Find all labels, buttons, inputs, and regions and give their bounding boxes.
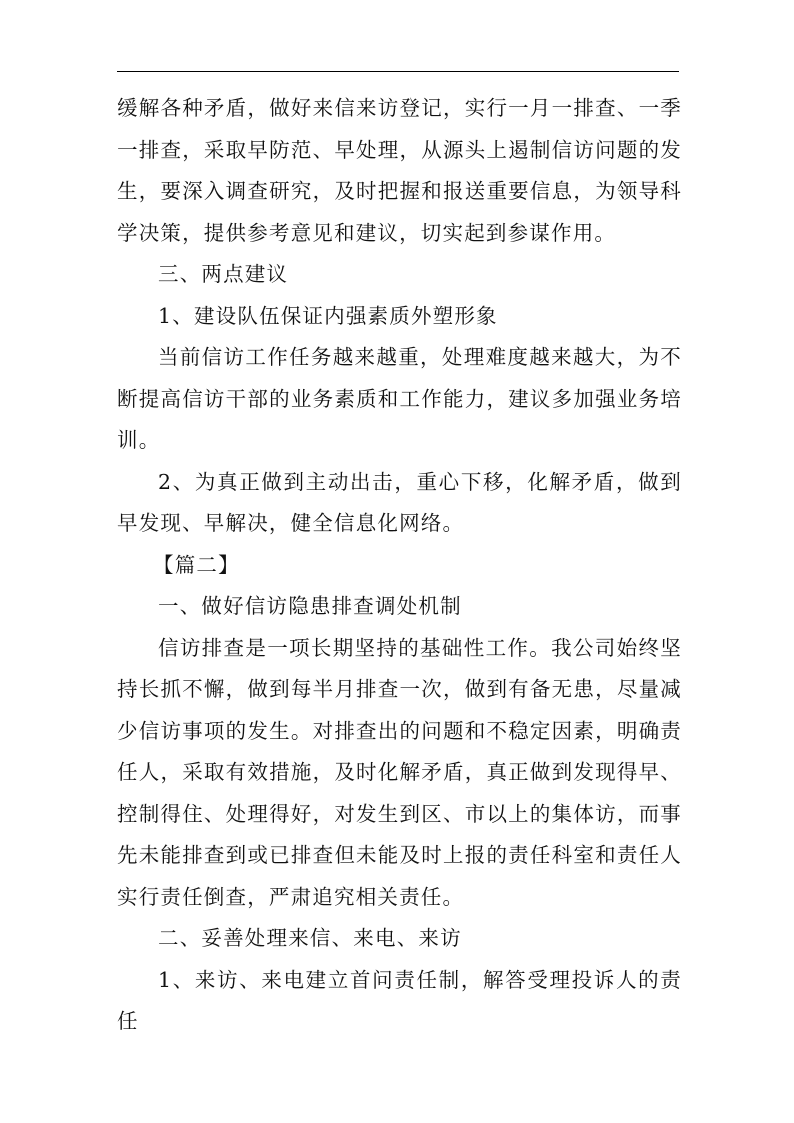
heading-two-suggestions: 三、两点建议: [158, 262, 289, 286]
paragraph-screening: 信访排查是一项长期坚持的基础性工作。我公司始终坚持长抓不懈，做到每半月排查一次，做到有备无患，尽量减少信访事项的发生。对排查出的问题和不稳定因素，明确责任人，采取有效措施，及时化解矛盾，真正做到发现得早、控制得住、处理得好，对发生到区、市以上的集体访，而事先未能排查到或已排查但未能及时上报的责任科室和责任人实行责任倒查，严肃追究相关责任。: [117, 635, 682, 909]
heading-team-building: 1、建设队伍保证内强素质外塑形象: [158, 303, 498, 328]
heading-risk-screening: 一、做好信访隐患排查调处机制: [158, 594, 462, 618]
header-rule: [117, 71, 679, 72]
paragraph-first-responsibility: 1、来访、来电建立首问责任制，解答受理投诉人的责任: [117, 967, 682, 1033]
document-body: [117, 88, 682, 1043]
part-two-heading: 【篇二】: [153, 552, 240, 577]
heading-handling-visits: 二、妥善处理来信、来电、来访: [158, 926, 462, 950]
paragraph-training: 当前信访工作任务越来越重，处理难度越来越大，为不断提高信访干部的业务素质和工作能力，建议多加强业务培训。: [117, 345, 682, 452]
paragraph-continued: 缓解各种矛盾，做好来信来访登记，实行一月一排查、一季一排查，采取早防范、早处理，从源头上遏制信访问题的发生，要深入调查研究，及时把握和报送重要信息，为领导科学决策，提供参考意见和建议，切实起到参谋作用。: [117, 96, 682, 245]
paragraph-network: 2、为真正做到主动出击，重心下移，化解矛盾，做到早发现、早解决，健全信息化网络。: [117, 469, 682, 535]
